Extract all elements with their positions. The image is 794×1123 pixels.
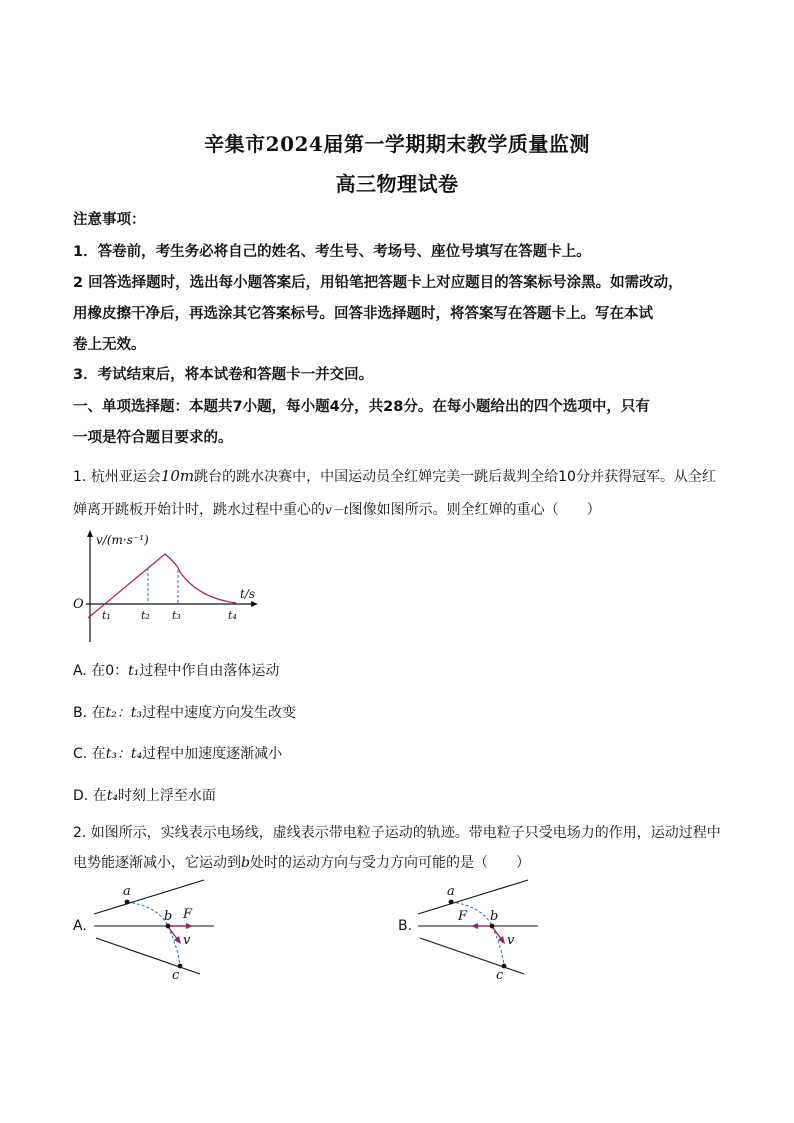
velocity-label: v (507, 933, 515, 948)
point-b-label: b (490, 909, 499, 924)
velocity-label: v (183, 933, 191, 948)
note-2-line-2: 用橡皮擦干净后，再选涂其它答案标号。回答非选择题时，将答案写在答题卡上。写在本试 (73, 306, 653, 322)
q1-option-b[interactable] (73, 702, 296, 722)
q1-option-c[interactable] (73, 743, 282, 763)
t3-label: t₃ (172, 609, 181, 622)
point-a-label: a (123, 884, 131, 899)
option-c-text: C. 在 (73, 746, 106, 762)
option-a-text-2: 过程中作自由落体运动 (139, 663, 280, 679)
point-c-label: c (172, 968, 180, 983)
t1-label: t₁ (102, 609, 111, 622)
option-d-text: D. 在 (73, 788, 107, 804)
q2-stem-line-1: 2. 如图所示，实线表示电场线，虚线表示带电粒子运动的轨迹。带电粒子只受电场力的作用，运动过程中 (73, 825, 721, 841)
t2-label: t₂ (141, 609, 150, 622)
note-2-line-3: 卷上无效。 (73, 337, 146, 353)
q1-option-a[interactable] (73, 660, 279, 680)
q2-stem-text-2: 处时的运动方向与受力方向可能的是（ ） (249, 855, 530, 871)
q1-stem-text-3: 婵离开跳板开始计时，跳水过程中重心的 (73, 502, 325, 518)
point-a-label: a (447, 884, 455, 899)
force-label: F (183, 907, 193, 922)
y-axis-arrow (87, 530, 93, 537)
exam-title: 辛集市2024届第一学期期末教学质量监测 (204, 132, 590, 156)
option-a-text: A. 在0： (73, 663, 129, 679)
y-axis-label: v/(m·s⁻¹) (96, 533, 149, 547)
option-b-text-2: 过程中速度方向发生改变 (142, 705, 296, 721)
option-b-text: B. 在 (73, 705, 106, 721)
option-b-symbol: t₂：t₃ (105, 705, 142, 721)
q1-stem-line-1 (73, 466, 716, 486)
q1-vt-symbol: v－t (325, 503, 349, 517)
q1-vt-graph (73, 528, 268, 648)
exam-subtitle: 高三物理试卷 (335, 172, 459, 196)
q2-point-b: b (241, 855, 250, 871)
q1-height-value: 10m (160, 467, 195, 485)
q1-option-d[interactable] (73, 785, 216, 805)
option-d-symbol: t₄ (106, 788, 118, 804)
section-heading-line-1: 一、单项选择题：本题共7小题，每小题4分，共28分。在每小题给出的四个选项中，只有 (73, 399, 650, 415)
q1-stem-text-4: 图像如图所示。则全红婵的重心（ ） (348, 502, 601, 518)
note-1: 1．答卷前，考生务必将自己的姓名、考生号、考场号、座位号填写在答题卡上。 (73, 244, 591, 260)
x-axis-label: t/s (240, 587, 256, 601)
note-3: 3．考试结束后，将本试卷和答题卡一并交回。 (73, 367, 374, 383)
field-line-top (418, 880, 528, 914)
force-label: F (458, 909, 468, 924)
q1-stem-text: 1. 杭州亚运会 (73, 469, 161, 485)
option-c-symbol: t₃：t₄ (105, 746, 143, 762)
q2-figure-b (412, 878, 542, 983)
q2-stem-text: 电势能逐渐减小，它运动到 (73, 855, 241, 871)
section-heading-line-2: 一项是符合题目要求的。 (73, 430, 233, 446)
option-c-text-2: 过程中加速度逐渐减小 (142, 746, 283, 762)
note-2-line-1: 2 回答选择题时，选出每小题答案后，用铅笔把答题卡上对应题目的答案标号涂黑。如需改动， (73, 275, 683, 291)
q2-stem-line-2 (73, 852, 530, 872)
q2-option-b-label[interactable]: B. (398, 918, 413, 934)
q1-stem-text-2: 跳台的跳水决赛中，中国运动员全红婵完美一跳后裁判全给10分并获得冠军。从全红 (194, 469, 716, 485)
q2-figure-a (88, 878, 218, 983)
point-c-label: c (496, 968, 504, 983)
option-a-symbol: t₁ (128, 663, 140, 679)
notes-heading: 注意事项： (73, 212, 146, 228)
x-axis-arrow (251, 601, 258, 607)
q2-option-a-label[interactable]: A. (73, 918, 87, 934)
point-b-label: b (164, 909, 173, 924)
q1-stem-line-2 (73, 499, 601, 519)
origin-label: O (73, 597, 84, 612)
t4-label: t₄ (228, 609, 237, 622)
option-d-text-2: 时刻上浮至水面 (117, 788, 216, 804)
